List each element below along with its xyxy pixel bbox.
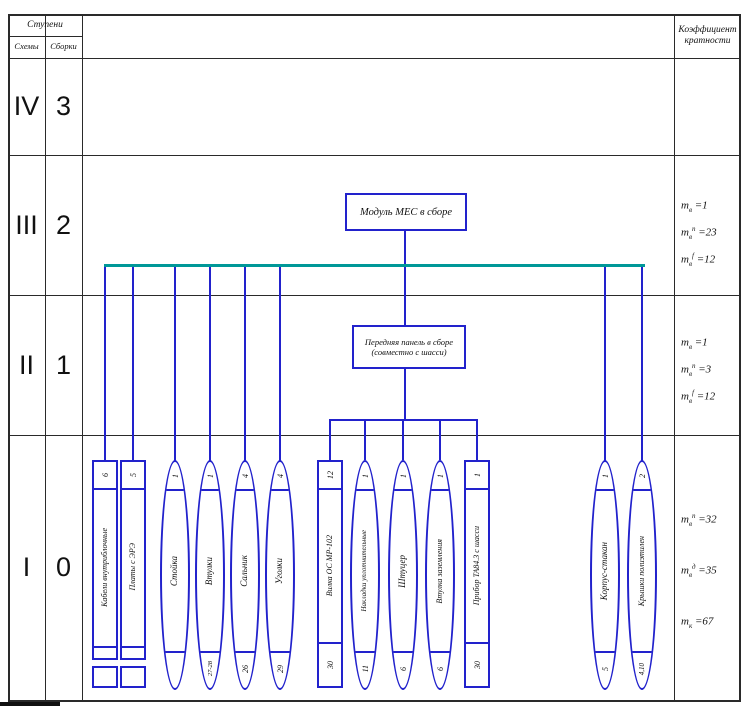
item-label: Накладки уплотнительные bbox=[360, 530, 369, 612]
connector-line bbox=[244, 267, 246, 461]
item-label: Прибор ТА84.3 с шасси bbox=[471, 526, 481, 606]
divider bbox=[427, 489, 453, 491]
item-bottom-number: 30 bbox=[325, 661, 335, 669]
node-front-panel-sublabel: (совместно с шасси) bbox=[371, 347, 447, 357]
item-label: Сальник bbox=[239, 555, 250, 587]
connector-line bbox=[329, 421, 331, 460]
connector-line bbox=[439, 421, 441, 460]
divider bbox=[629, 489, 655, 491]
divider bbox=[232, 651, 258, 653]
item-sealing-plates bbox=[350, 460, 380, 690]
connector-line bbox=[402, 421, 404, 460]
item-label: Корпус-стакан bbox=[599, 541, 610, 601]
item-label: Кабели внутриблочные bbox=[99, 527, 109, 607]
divider bbox=[390, 651, 416, 653]
coefficient-value: $m_к =67$ bbox=[681, 615, 714, 630]
connector-line bbox=[404, 228, 406, 267]
item-top-number: 12 bbox=[325, 471, 335, 479]
divider bbox=[197, 489, 223, 491]
divider bbox=[162, 651, 188, 653]
node-module-mes bbox=[345, 193, 467, 231]
item-bottom-number: 11 bbox=[360, 665, 370, 673]
item-label: Уголки bbox=[274, 557, 285, 585]
divider bbox=[390, 489, 416, 491]
row-schema-IV: IV bbox=[13, 91, 40, 121]
connector-line bbox=[209, 267, 211, 461]
item-label: Втулки bbox=[204, 556, 215, 586]
page-edge-fragment bbox=[0, 702, 60, 706]
connector-line bbox=[174, 267, 176, 461]
item-label: Крышки полиэтилен bbox=[636, 535, 646, 607]
coefficient-value: $m_в^п =32$ bbox=[681, 512, 717, 528]
item-bottom-number: 6 bbox=[435, 667, 445, 671]
connector-line bbox=[404, 365, 406, 420]
table-line bbox=[8, 155, 741, 156]
connector-line bbox=[476, 421, 478, 460]
item-label: Штуцер bbox=[397, 554, 408, 588]
connector-line bbox=[364, 421, 366, 460]
item-top-number: 2 bbox=[637, 474, 647, 478]
connector-line bbox=[404, 267, 406, 325]
item-ground-bushing bbox=[425, 460, 455, 690]
item-top-number: 4 bbox=[240, 474, 250, 478]
item-covers bbox=[627, 460, 657, 690]
header-schemy: Схемы bbox=[14, 41, 39, 52]
connector-line bbox=[132, 267, 134, 461]
item-label: Втулка заземления bbox=[434, 538, 444, 604]
connector-line bbox=[604, 267, 606, 461]
divider bbox=[122, 646, 144, 648]
divider bbox=[267, 489, 293, 491]
item-cables bbox=[92, 460, 118, 660]
item-bottom-number: 29 bbox=[275, 665, 285, 673]
divider bbox=[319, 642, 341, 644]
divider bbox=[267, 651, 293, 653]
item-bottom-number bbox=[162, 656, 188, 682]
node-front-panel bbox=[352, 325, 466, 369]
item-bottom-number: 4,10 bbox=[638, 662, 646, 676]
divider bbox=[466, 642, 488, 644]
item-bottom-number: 30 bbox=[472, 661, 482, 669]
connector-line bbox=[279, 267, 281, 461]
node-module-label: Модуль МЕС в сборе bbox=[359, 206, 453, 218]
header-coefficient: Коэффициент кратности bbox=[678, 25, 737, 46]
item-bottom-number: 5 bbox=[600, 667, 610, 671]
table-line bbox=[8, 295, 741, 296]
item-top-number: 1 bbox=[398, 474, 408, 478]
connector-line bbox=[641, 267, 643, 461]
bus-line-level3 bbox=[104, 264, 645, 267]
divider bbox=[162, 489, 188, 491]
item-bushings bbox=[195, 460, 225, 690]
coefficient-value: $m_в^п =23$ bbox=[681, 224, 717, 241]
item-angles bbox=[265, 460, 295, 690]
row-schema-I: I bbox=[22, 552, 31, 582]
coefficient-value: $m_в =1$ bbox=[681, 336, 708, 351]
coefficients-level-2 bbox=[681, 330, 743, 411]
divider bbox=[94, 646, 116, 648]
coefficient-value: $m_в^п =3$ bbox=[681, 361, 712, 378]
item-top-number: 1 bbox=[472, 473, 482, 477]
item-top-number: 4 bbox=[275, 474, 285, 478]
coefficient-value: $m_в^f =12$ bbox=[681, 251, 716, 268]
table-line bbox=[8, 58, 741, 59]
item-body-cup bbox=[590, 460, 620, 690]
row-sborka-3: 3 bbox=[55, 91, 72, 121]
row-sborka-1: 1 bbox=[55, 349, 72, 380]
divider bbox=[197, 651, 223, 653]
divider bbox=[629, 651, 655, 653]
item-plug bbox=[317, 460, 343, 688]
divider bbox=[352, 651, 378, 653]
item-label: Стойка bbox=[169, 555, 180, 587]
item-top-number: 1 bbox=[600, 474, 610, 478]
divider bbox=[352, 489, 378, 491]
item-boards bbox=[120, 460, 146, 660]
item-bottom-number: 26 bbox=[240, 665, 250, 673]
item-label: Платы с ЭРЭ bbox=[127, 543, 137, 591]
row-schema-III: III bbox=[15, 209, 38, 240]
coefficients-level-1 bbox=[681, 495, 743, 648]
item-top-number: 1 bbox=[360, 474, 370, 478]
item-fitting bbox=[388, 460, 418, 690]
row-sborka-2: 2 bbox=[55, 209, 72, 240]
item-label: Вилка ОС МР-102 bbox=[324, 535, 334, 597]
divider bbox=[592, 651, 618, 653]
item-top-number: 1 bbox=[205, 474, 215, 478]
item-stand bbox=[160, 460, 190, 690]
item-boards-subbox bbox=[120, 666, 146, 688]
connector-line bbox=[104, 267, 106, 461]
coefficient-value: $m_в^f =12$ bbox=[681, 388, 716, 405]
item-top-number: 1 bbox=[435, 474, 445, 478]
item-cables-subbox bbox=[92, 666, 118, 688]
row-schema-II: II bbox=[18, 349, 34, 380]
item-gland bbox=[230, 460, 260, 690]
row-sborka-0: 0 bbox=[55, 552, 72, 582]
item-top-number: 1 bbox=[170, 474, 180, 478]
table-line bbox=[8, 435, 741, 436]
item-bottom-number: 6 bbox=[398, 667, 408, 671]
item-bottom-number: 27-28 bbox=[206, 661, 214, 677]
coefficients-level-3 bbox=[681, 193, 743, 274]
divider bbox=[427, 651, 453, 653]
header-sborki: Сборки bbox=[50, 41, 77, 52]
coefficient-value: $m_в =1$ bbox=[681, 199, 708, 214]
node-front-panel-label: Передняя панель в сборе bbox=[364, 336, 454, 347]
header-stupeni: Ступени bbox=[27, 19, 63, 30]
item-top-number: 6 bbox=[100, 473, 110, 477]
table-line bbox=[82, 14, 83, 700]
item-top-number: 5 bbox=[128, 473, 138, 477]
item-device-ta843 bbox=[464, 460, 490, 688]
coefficient-value: $m_в^д =35$ bbox=[681, 562, 717, 579]
divider bbox=[232, 489, 258, 491]
divider bbox=[592, 489, 618, 491]
table-line bbox=[674, 14, 675, 700]
